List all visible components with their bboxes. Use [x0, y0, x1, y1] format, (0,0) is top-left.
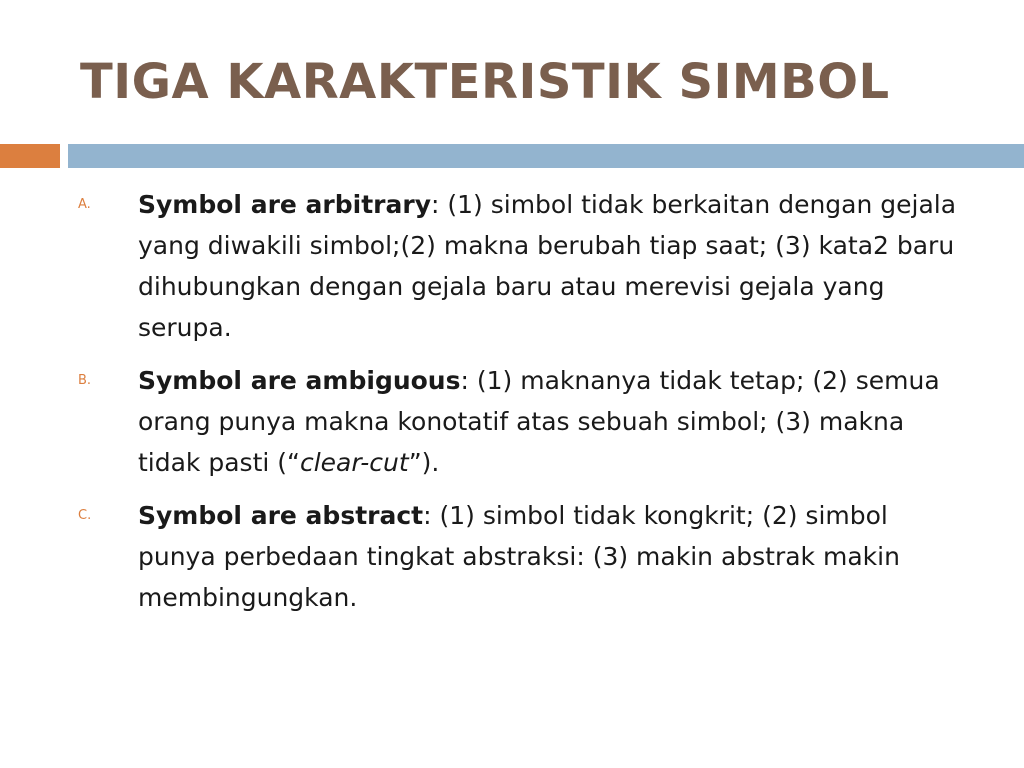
characteristics-list	[78, 184, 958, 630]
list-marker: B.	[78, 373, 92, 388]
slide-title: TIGA KARAKTERISTIK SIMBOL	[80, 54, 890, 110]
item-description: : (1) maknanya tidak tetap; (2) semua orang punya makna konotatif atas sebuah simbol; (3) makna tidak pasti (“	[138, 366, 940, 477]
item-description-end: ”).	[408, 448, 440, 477]
accent-bar-orange	[0, 144, 60, 168]
item-term: Symbol are arbitrary	[138, 190, 431, 219]
item-description: : (1) simbol tidak berkaitan dengan gejala yang diwakili simbol;(2) makna berubah tiap saat; (3) kata2 baru dihubungkan dengan gejala baru atau merevisi gejala yang serupa.	[138, 190, 957, 342]
list-marker: A.	[78, 197, 91, 212]
list-marker: C.	[78, 508, 92, 523]
list-item-c	[78, 495, 958, 618]
list-item-a	[78, 184, 958, 348]
list-item-b	[78, 360, 958, 483]
item-description: : (1) simbol tidak kongkrit; (2) simbol punya perbedaan tingkat abstraksi: (3) makin abstrak makin membingungkan.	[138, 501, 900, 612]
item-italic-term: clear-cut	[299, 448, 409, 477]
item-term: Symbol are abstract	[138, 501, 424, 530]
item-term: Symbol are ambiguous	[138, 366, 461, 395]
accent-bar-blue	[68, 144, 1024, 168]
